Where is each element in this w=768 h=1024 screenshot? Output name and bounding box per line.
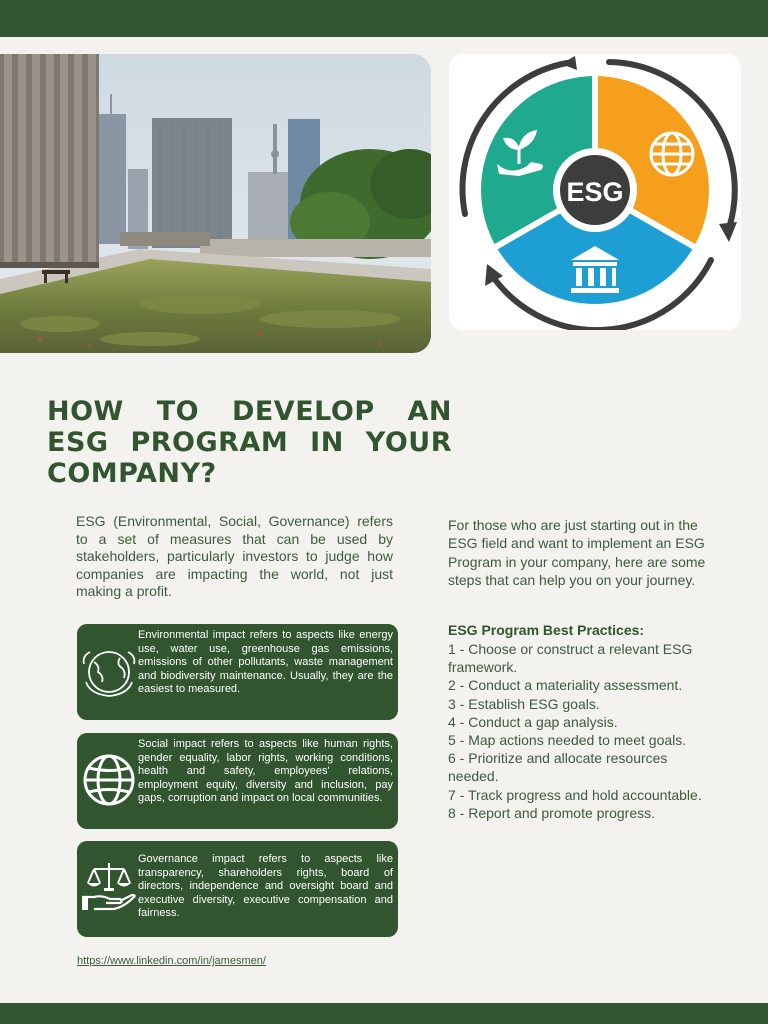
best-practices-title: ESG Program Best Practices: [448, 622, 645, 638]
best-practices-list [448, 640, 718, 822]
list-item: 1 - Choose or construct a relevant ESG framework. [448, 641, 693, 676]
esg-wheel-diagram [449, 54, 741, 330]
list-item: 3 - Establish ESG goals. [448, 695, 600, 712]
governance-card-text: Governance impact refers to aspects like transparency, shareholders rights, board of directors, independence and oversight board and executive diversity, executive compensation and fairness. [138, 853, 393, 920]
bottom-band [0, 1003, 768, 1024]
globe-icon [80, 751, 138, 809]
right-paragraph: For those who are just starting out in the ESG field and want to implement an ESG Program in your company, here are some steps that can help you on your journey. [448, 517, 706, 589]
governance-card [77, 841, 398, 937]
page-title: HOW TO DEVELOP AN ESG PROGRAM IN YOUR COMPANY? [47, 396, 452, 489]
social-card-text: Social impact refers to aspects like human rights, gender equality, labor rights, working conditions, health and safety, employees' relations, employment equity, diversity and inclusion, pay gaps, corruption and impact on local communities. [138, 738, 393, 805]
list-item: 6 - Prioritize and allocate resources needed. [448, 750, 668, 785]
top-band [0, 0, 768, 37]
linkedin-link[interactable]: https://www.linkedin.com/in/jamesmen/ [77, 955, 266, 967]
intro-paragraph: ESG (Environmental, Social, Governance) refers to a set of measures that can be used by stakeholders, particularly investors to judge how companies are impacting the world, not just making a profit. [76, 513, 393, 600]
environmental-card [77, 624, 398, 720]
social-card [77, 733, 398, 829]
list-item: 2 - Conduct a materiality assessment. [448, 677, 683, 694]
list-item: 5 - Map actions needed to meet goals. [448, 732, 687, 749]
globe-hands-icon [80, 642, 138, 700]
list-item: 4 - Conduct a gap analysis. [448, 713, 618, 730]
esg-center-label: ESG [566, 177, 624, 207]
environmental-card-text: Environmental impact refers to aspects like energy use, water use, greenhouse gas emissions, emissions of other pollutants, waste management and biodiversity maintenance. Usually, they are the easiest to measured. [138, 629, 393, 696]
city-rooftop-photo [0, 54, 431, 353]
scales-hand-icon [80, 859, 138, 917]
list-item: 8 - Report and promote progress. [448, 804, 655, 821]
list-item: 7 - Track progress and hold accountable. [448, 786, 702, 803]
